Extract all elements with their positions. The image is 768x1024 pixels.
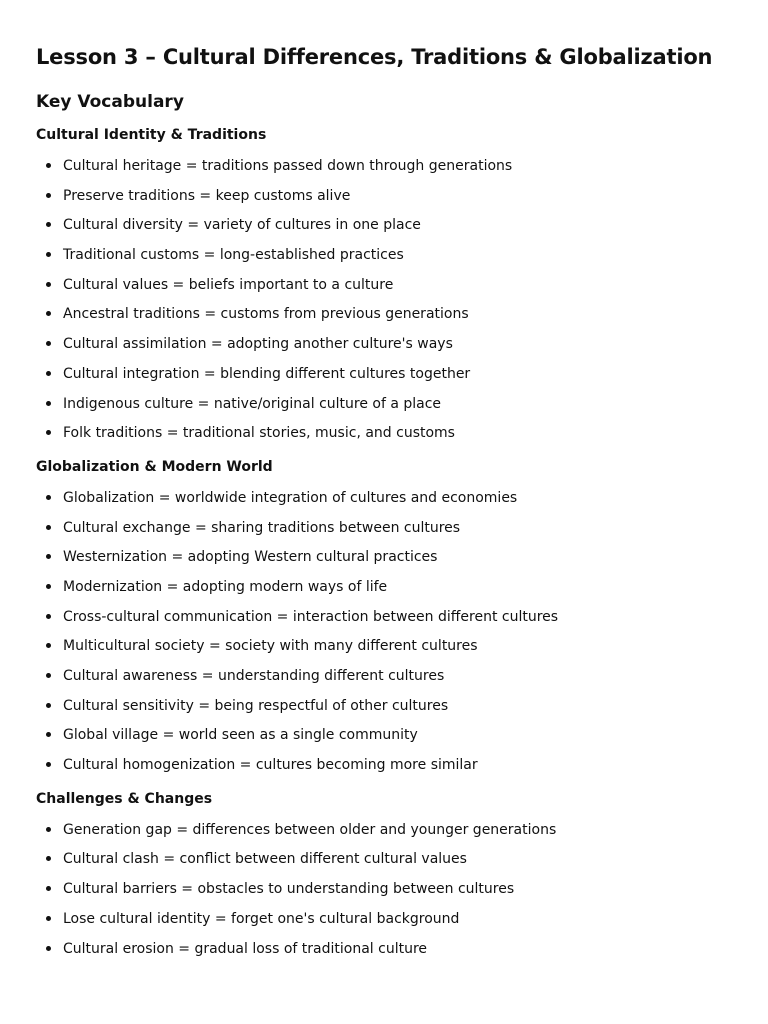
list-item: Cultural homogenization = cultures becoming more similar: [36, 755, 732, 785]
list-item: Cultural erosion = gradual loss of traditional culture: [36, 939, 732, 969]
list-item: Cultural heritage = traditions passed down through generations: [36, 156, 732, 186]
list-item: Modernization = adopting modern ways of life: [36, 577, 732, 607]
list-item: Cultural assimilation = adopting another culture's ways: [36, 334, 732, 364]
page-title: Lesson 3 – Cultural Differences, Traditions & Globalization: [36, 45, 713, 69]
list-item: Cultural integration = blending different cultures together: [36, 364, 732, 394]
list-item: Cultural barriers = obstacles to understanding between cultures: [36, 879, 732, 909]
section-heading: Challenges & Changes: [36, 790, 213, 807]
list-item: Cultural sensitivity = being respectful of other cultures: [36, 696, 732, 726]
section-challenges: [36, 788, 732, 968]
page-subtitle: Key Vocabulary: [36, 92, 184, 112]
section-heading: Cultural Identity & Traditions: [36, 127, 267, 143]
list-item: Cultural clash = conflict between different cultural values: [36, 849, 732, 879]
list-item: Cultural exchange = sharing traditions between cultures: [36, 518, 732, 548]
list-item: Cultural values = beliefs important to a culture: [36, 275, 732, 305]
section-heading: Globalization & Modern World: [36, 458, 273, 475]
section-cultural-identity: [36, 124, 732, 453]
list-item: Generation gap = differences between older and younger generations: [36, 820, 732, 850]
list-item: Globalization = worldwide integration of cultures and economies: [36, 488, 732, 518]
list-item: Folk traditions = traditional stories, music, and customs: [36, 423, 732, 453]
list-item: Indigenous culture = native/original culture of a place: [36, 394, 732, 424]
vocab-list: [36, 156, 732, 453]
vocab-list: [36, 488, 732, 785]
list-item: Westernization = adopting Western cultural practices: [36, 547, 732, 577]
list-item: Preserve traditions = keep customs alive: [36, 186, 732, 216]
list-item: Cultural diversity = variety of cultures in one place: [36, 215, 732, 245]
section-globalization: [36, 456, 732, 785]
list-item: Traditional customs = long-established practices: [36, 245, 732, 275]
list-item: Lose cultural identity = forget one's cultural background: [36, 909, 732, 939]
vocab-list: [36, 820, 732, 968]
list-item: Ancestral traditions = customs from previous generations: [36, 304, 732, 334]
list-item: Multicultural society = society with many different cultures: [36, 636, 732, 666]
list-item: Global village = world seen as a single community: [36, 725, 732, 755]
list-item: Cross-cultural communication = interaction between different cultures: [36, 607, 732, 637]
list-item: Cultural awareness = understanding different cultures: [36, 666, 732, 696]
